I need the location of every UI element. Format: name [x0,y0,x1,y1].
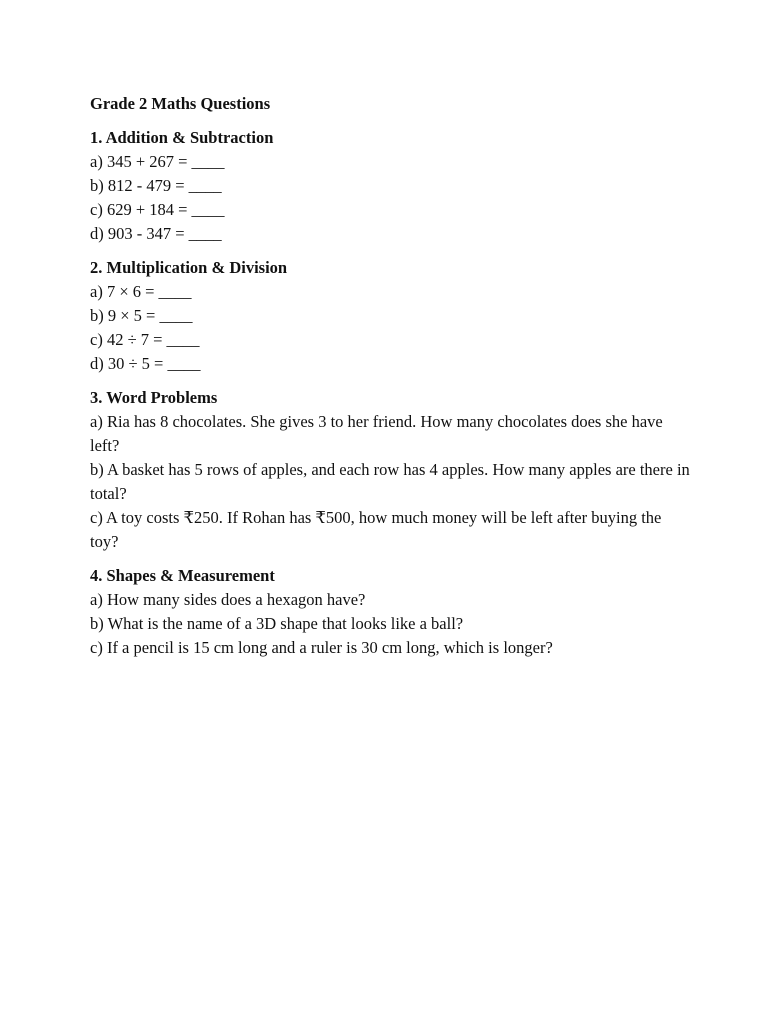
question-item: c) 629 + 184 = ____ [90,200,225,219]
question-item: a) How many sides does a hexagon have? [90,590,366,609]
question-item: b) 9 × 5 = ____ [90,306,193,325]
question-item: a) 7 × 6 = ____ [90,282,192,301]
question-item: c) If a pencil is 15 cm long and a ruler is 30 cm long, which is longer? [90,638,553,657]
question-item: a) 345 + 267 = ____ [90,152,225,171]
question-item: d) 30 ÷ 5 = ____ [90,354,201,373]
document-page [90,92,690,670]
section-addition-subtraction [90,126,690,246]
question-item: b) A basket has 5 rows of apples, and each row has 4 apples. How many apples are there in total? [90,460,690,503]
section-heading: 1. Addition & Subtraction [90,128,274,147]
question-item: b) 812 - 479 = ____ [90,176,222,195]
section-shapes-measurement [90,564,690,660]
question-item: c) A toy costs ₹250. If Rohan has ₹500, how much money will be left after buying the toy? [90,508,662,551]
document-title: Grade 2 Maths Questions [90,94,271,113]
question-item: a) Ria has 8 chocolates. She gives 3 to her friend. How many chocolates does she have left? [90,412,663,455]
section-heading: 2. Multiplication & Division [90,258,288,277]
section-multiplication-division [90,256,690,376]
section-heading: 4. Shapes & Measurement [90,566,275,585]
section-heading: 3. Word Problems [90,388,218,407]
question-item: c) 42 ÷ 7 = ____ [90,330,200,349]
section-word-problems [90,386,690,554]
question-item: b) What is the name of a 3D shape that looks like a ball? [90,614,464,633]
question-item: d) 903 - 347 = ____ [90,224,222,243]
